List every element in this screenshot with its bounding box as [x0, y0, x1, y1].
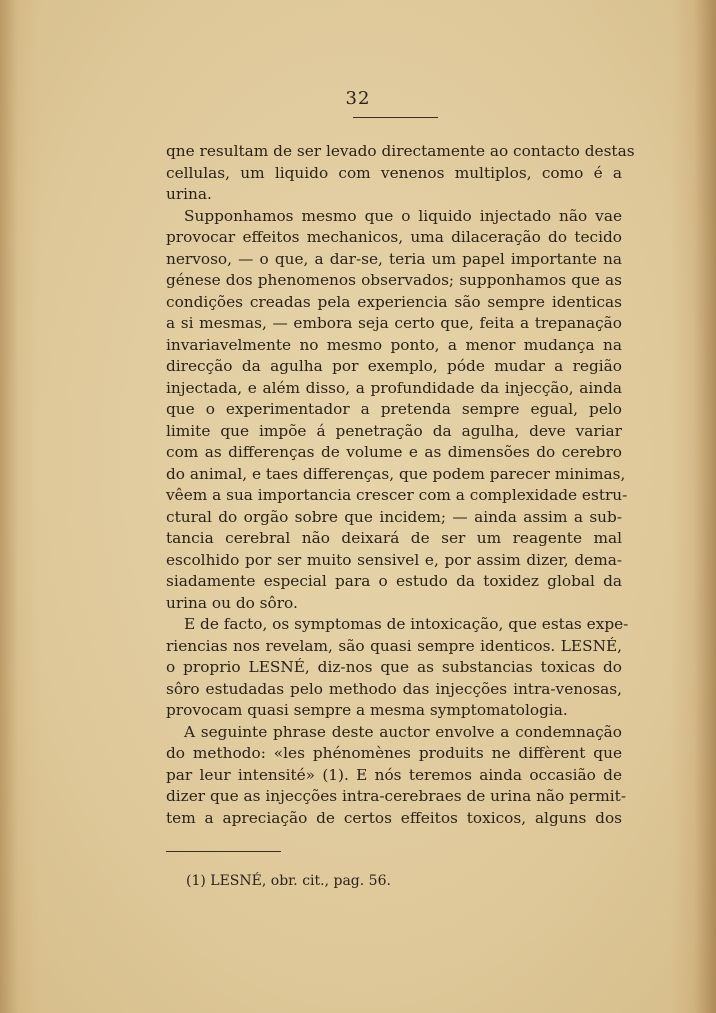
- text-line: ctural do orgão sobre que incidem; — ainda assim a sub-: [166, 507, 622, 526]
- text-line: condições creadas pela experiencia são sempre identicas: [166, 292, 622, 311]
- text-line: urina.: [166, 185, 212, 203]
- text-line: génese dos phenomenos observados; supponhamos que as: [166, 271, 622, 289]
- text-line: tancia cerebral não deixará de ser um reagente mal: [166, 529, 622, 547]
- text-line: par leur intensité» (1). E nós teremos ainda occasião de: [166, 765, 622, 784]
- text-line: o proprio LESNÉ, diz-nos que as substancias toxicas do: [166, 658, 622, 676]
- text-line: cellulas, um liquido com venenos multiplos, como é a: [166, 163, 622, 182]
- text-line: A seguinte phrase deste auctor envolve a condemnação: [184, 722, 622, 741]
- footnote: (1) LESNÉ, obr. cit., pag. 56.: [186, 873, 391, 889]
- page-number: 32: [345, 88, 371, 109]
- text-line: que o experimentador a pretenda sempre egual, pelo: [166, 400, 622, 418]
- text-line: limite que impõe á penetração da agulha, deve variar: [166, 421, 622, 440]
- text-line: invariavelmente no mesmo ponto, a menor mudança na: [166, 335, 622, 354]
- text-line: escolhido por ser muito sensivel e, por assim dizer, dema-: [166, 550, 622, 569]
- text-line: E de facto, os symptomas de intoxicação, que estas expe-: [184, 615, 629, 633]
- text-line: Supponhamos mesmo que o liquido injectado não vae: [184, 206, 622, 225]
- text-line: urina ou do sôro.: [166, 593, 298, 612]
- text-line: dizer que as injecções intra-cerebraes de urina não permit-: [166, 787, 626, 805]
- text-line: injectada, e além disso, a profundidade da injecção, ainda: [166, 378, 622, 397]
- text-line: qne resultam de ser levado directamente ao contacto destas: [166, 142, 635, 160]
- text-line: sôro estudadas pelo methodo das injecções intra-venosas,: [166, 679, 622, 698]
- text-line: siadamente especial para o estudo da toxidez global da: [166, 572, 622, 590]
- text-line: direcção da agulha por exemplo, póde mudar a região: [166, 357, 622, 375]
- text-line: com as differenças de volume e as dimensões do cerebro: [166, 443, 622, 461]
- text-line: riencias nos revelam, são quasi sempre identicos. LESNÉ,: [166, 636, 622, 655]
- body-text: [166, 141, 635, 829]
- text-line: a si mesmas, — embora seja certo que, feita a trepanação: [166, 314, 622, 332]
- text-line: do methodo: «les phénomènes produits ne diffèrent que: [166, 744, 622, 762]
- header-rule: [353, 117, 438, 118]
- footnote-rule: [166, 851, 281, 852]
- text-line: vêem a sua importancia crescer com a complexidade estru-: [166, 486, 628, 504]
- text-line: provocar effeitos mechanicos, uma dilaceração do tecido: [166, 228, 622, 246]
- text-line: tem a apreciação de certos effeitos toxicos, alguns dos: [166, 808, 622, 827]
- text-line: nervoso, — o que, a dar-se, teria um papel importante na: [166, 249, 622, 268]
- text-line: do animal, e taes differenças, que podem parecer minimas,: [166, 464, 626, 483]
- text-line: provocam quasi sempre a mesma symptomatologia.: [166, 701, 568, 719]
